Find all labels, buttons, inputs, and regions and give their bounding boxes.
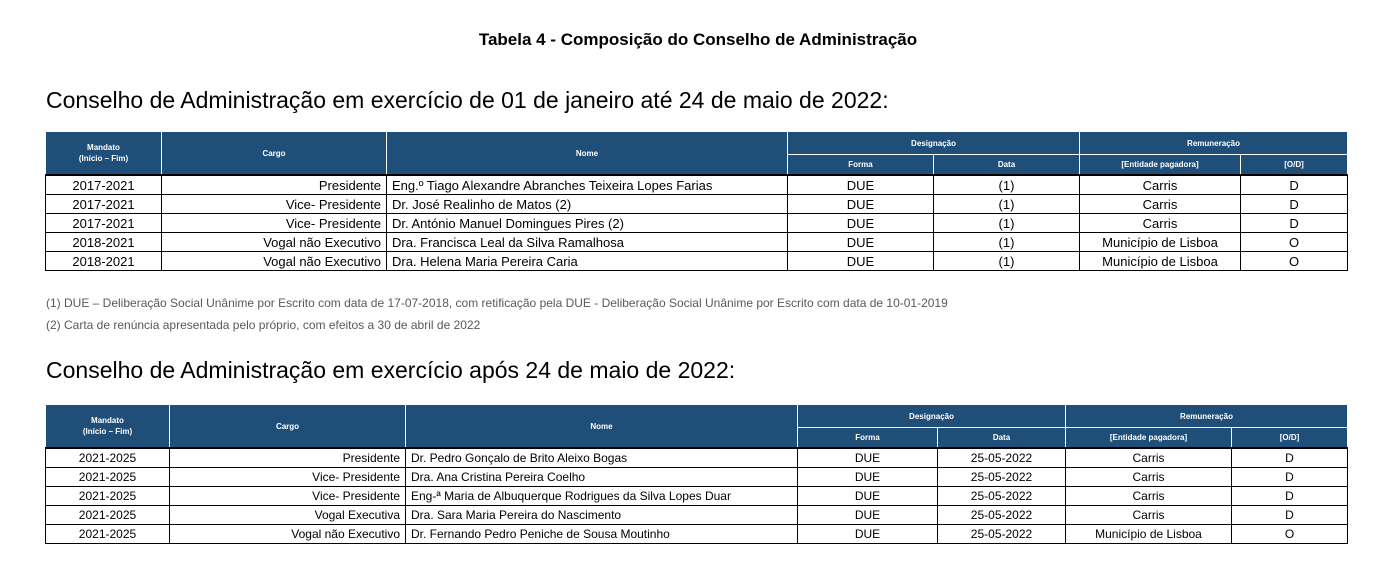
cell-mandato: 2017-2021 xyxy=(46,175,162,195)
header-remuneracao: Remuneração xyxy=(1066,405,1348,428)
header-remuneracao: Remuneração xyxy=(1080,132,1348,155)
cell-data: (1) xyxy=(934,195,1080,214)
header-mandato: Mandato (Início – Fim) xyxy=(46,132,162,176)
cell-cargo: Presidente xyxy=(170,448,406,468)
cell-nome: Dra. Sara Maria Pereira do Nascimento xyxy=(406,506,798,525)
table-row xyxy=(46,487,1348,506)
cell-od: D xyxy=(1241,195,1348,214)
cell-data: 25-05-2022 xyxy=(938,506,1066,525)
footnote-2: (2) Carta de renúncia apresentada pelo próprio, com efeitos a 30 de abril de 2022 xyxy=(46,318,481,332)
cell-data: 25-05-2022 xyxy=(938,525,1066,544)
cell-od: D xyxy=(1232,448,1348,468)
cell-nome: Dr. Pedro Gonçalo de Brito Aleixo Bogas xyxy=(406,448,798,468)
header-forma: Forma xyxy=(788,155,934,176)
table-row xyxy=(46,195,1348,214)
section-heading-after-may: Conselho de Administração em exercício após 24 de maio de 2022: xyxy=(46,357,736,383)
section-heading-before-may: Conselho de Administração em exercício de 01 de janeiro até 24 de maio de 2022: xyxy=(46,87,889,113)
cell-nome: Dr. António Manuel Domingues Pires (2) xyxy=(387,214,788,233)
cell-mandato: 2021-2025 xyxy=(46,506,170,525)
cell-nome: Dra. Francisca Leal da Silva Ramalhosa xyxy=(387,233,788,252)
cell-forma: DUE xyxy=(788,175,934,195)
cell-cargo: Presidente xyxy=(162,175,387,195)
cell-forma: DUE xyxy=(788,233,934,252)
cell-forma: DUE xyxy=(798,487,938,506)
cell-od: O xyxy=(1232,525,1348,544)
header-entidade: [Entidade pagadora] xyxy=(1066,428,1232,449)
header-od: [O/D] xyxy=(1241,155,1348,176)
cell-data: (1) xyxy=(934,214,1080,233)
cell-od: D xyxy=(1241,175,1348,195)
cell-entidade: Carris xyxy=(1066,506,1232,525)
cell-forma: DUE xyxy=(798,506,938,525)
cell-cargo: Vogal Executiva xyxy=(170,506,406,525)
cell-nome: Dra. Ana Cristina Pereira Coelho xyxy=(406,468,798,487)
footnote-1: (1) DUE – Deliberação Social Unânime por Escrito com data de 17-07-2018, com retificação pela DUE - Deliberação Social Unânime por Escrito com data de 10-01-2019 xyxy=(46,296,948,310)
cell-cargo: Vice- Presidente xyxy=(170,468,406,487)
cell-od: D xyxy=(1232,506,1348,525)
cell-entidade: Carris xyxy=(1066,468,1232,487)
table-row xyxy=(46,233,1348,252)
header-od: [O/D] xyxy=(1232,428,1348,449)
cell-data: (1) xyxy=(934,175,1080,195)
header-entidade: [Entidade pagadora] xyxy=(1080,155,1241,176)
header-cargo: Cargo xyxy=(162,132,387,176)
cell-nome: Dra. Helena Maria Pereira Caria xyxy=(387,252,788,271)
cell-od: O xyxy=(1241,252,1348,271)
cell-nome: Dr. Fernando Pedro Peniche de Sousa Moutinho xyxy=(406,525,798,544)
cell-nome: Eng-ª Maria de Albuquerque Rodrigues da Silva Lopes Duar xyxy=(406,487,798,506)
header-mandato: Mandato (Início – Fim) xyxy=(46,405,170,449)
cell-forma: DUE xyxy=(788,252,934,271)
cell-cargo: Vice- Presidente xyxy=(162,214,387,233)
table-row xyxy=(46,525,1348,544)
board-table-after-may xyxy=(45,404,1348,544)
board-table-before-may xyxy=(45,131,1348,271)
cell-nome: Eng.º Tiago Alexandre Abranches Teixeira Lopes Farias xyxy=(387,175,788,195)
table-row xyxy=(46,214,1348,233)
header-nome: Nome xyxy=(406,405,798,449)
table-row xyxy=(46,175,1348,195)
cell-entidade: Carris xyxy=(1066,487,1232,506)
cell-data: 25-05-2022 xyxy=(938,448,1066,468)
cell-od: D xyxy=(1232,468,1348,487)
cell-mandato: 2018-2021 xyxy=(46,233,162,252)
page-title: Tabela 4 - Composição do Conselho de Administração xyxy=(478,30,918,49)
cell-forma: DUE xyxy=(788,195,934,214)
cell-entidade: Município de Lisboa xyxy=(1080,233,1241,252)
cell-od: D xyxy=(1232,487,1348,506)
cell-entidade: Carris xyxy=(1080,195,1241,214)
cell-entidade: Carris xyxy=(1066,448,1232,468)
cell-od: O xyxy=(1241,233,1348,252)
cell-forma: DUE xyxy=(788,214,934,233)
table-row xyxy=(46,506,1348,525)
cell-forma: DUE xyxy=(798,468,938,487)
cell-cargo: Vogal não Executivo xyxy=(170,525,406,544)
cell-cargo: Vogal não Executivo xyxy=(162,252,387,271)
cell-entidade: Município de Lisboa xyxy=(1080,252,1241,271)
cell-mandato: 2021-2025 xyxy=(46,448,170,468)
cell-mandato: 2021-2025 xyxy=(46,487,170,506)
cell-nome: Dr. José Realinho de Matos (2) xyxy=(387,195,788,214)
header-nome: Nome xyxy=(387,132,788,176)
cell-mandato: 2017-2021 xyxy=(46,195,162,214)
table-row xyxy=(46,468,1348,487)
header-data: Data xyxy=(934,155,1080,176)
table-row xyxy=(46,252,1348,271)
header-designacao: Designação xyxy=(798,405,1066,428)
cell-data: 25-05-2022 xyxy=(938,487,1066,506)
cell-cargo: Vice- Presidente xyxy=(162,195,387,214)
header-forma: Forma xyxy=(798,428,938,449)
header-designacao: Designação xyxy=(788,132,1080,155)
cell-mandato: 2017-2021 xyxy=(46,214,162,233)
cell-entidade: Carris xyxy=(1080,175,1241,195)
header-data: Data xyxy=(938,428,1066,449)
cell-mandato: 2021-2025 xyxy=(46,468,170,487)
cell-entidade: Município de Lisboa xyxy=(1066,525,1232,544)
cell-forma: DUE xyxy=(798,525,938,544)
cell-data: (1) xyxy=(934,252,1080,271)
cell-od: D xyxy=(1241,214,1348,233)
cell-entidade: Carris xyxy=(1080,214,1241,233)
cell-mandato: 2018-2021 xyxy=(46,252,162,271)
header-cargo: Cargo xyxy=(170,405,406,449)
table-row xyxy=(46,448,1348,468)
cell-forma: DUE xyxy=(798,448,938,468)
cell-cargo: Vice- Presidente xyxy=(170,487,406,506)
cell-data: 25-05-2022 xyxy=(938,468,1066,487)
cell-data: (1) xyxy=(934,233,1080,252)
cell-cargo: Vogal não Executivo xyxy=(162,233,387,252)
cell-mandato: 2021-2025 xyxy=(46,525,170,544)
